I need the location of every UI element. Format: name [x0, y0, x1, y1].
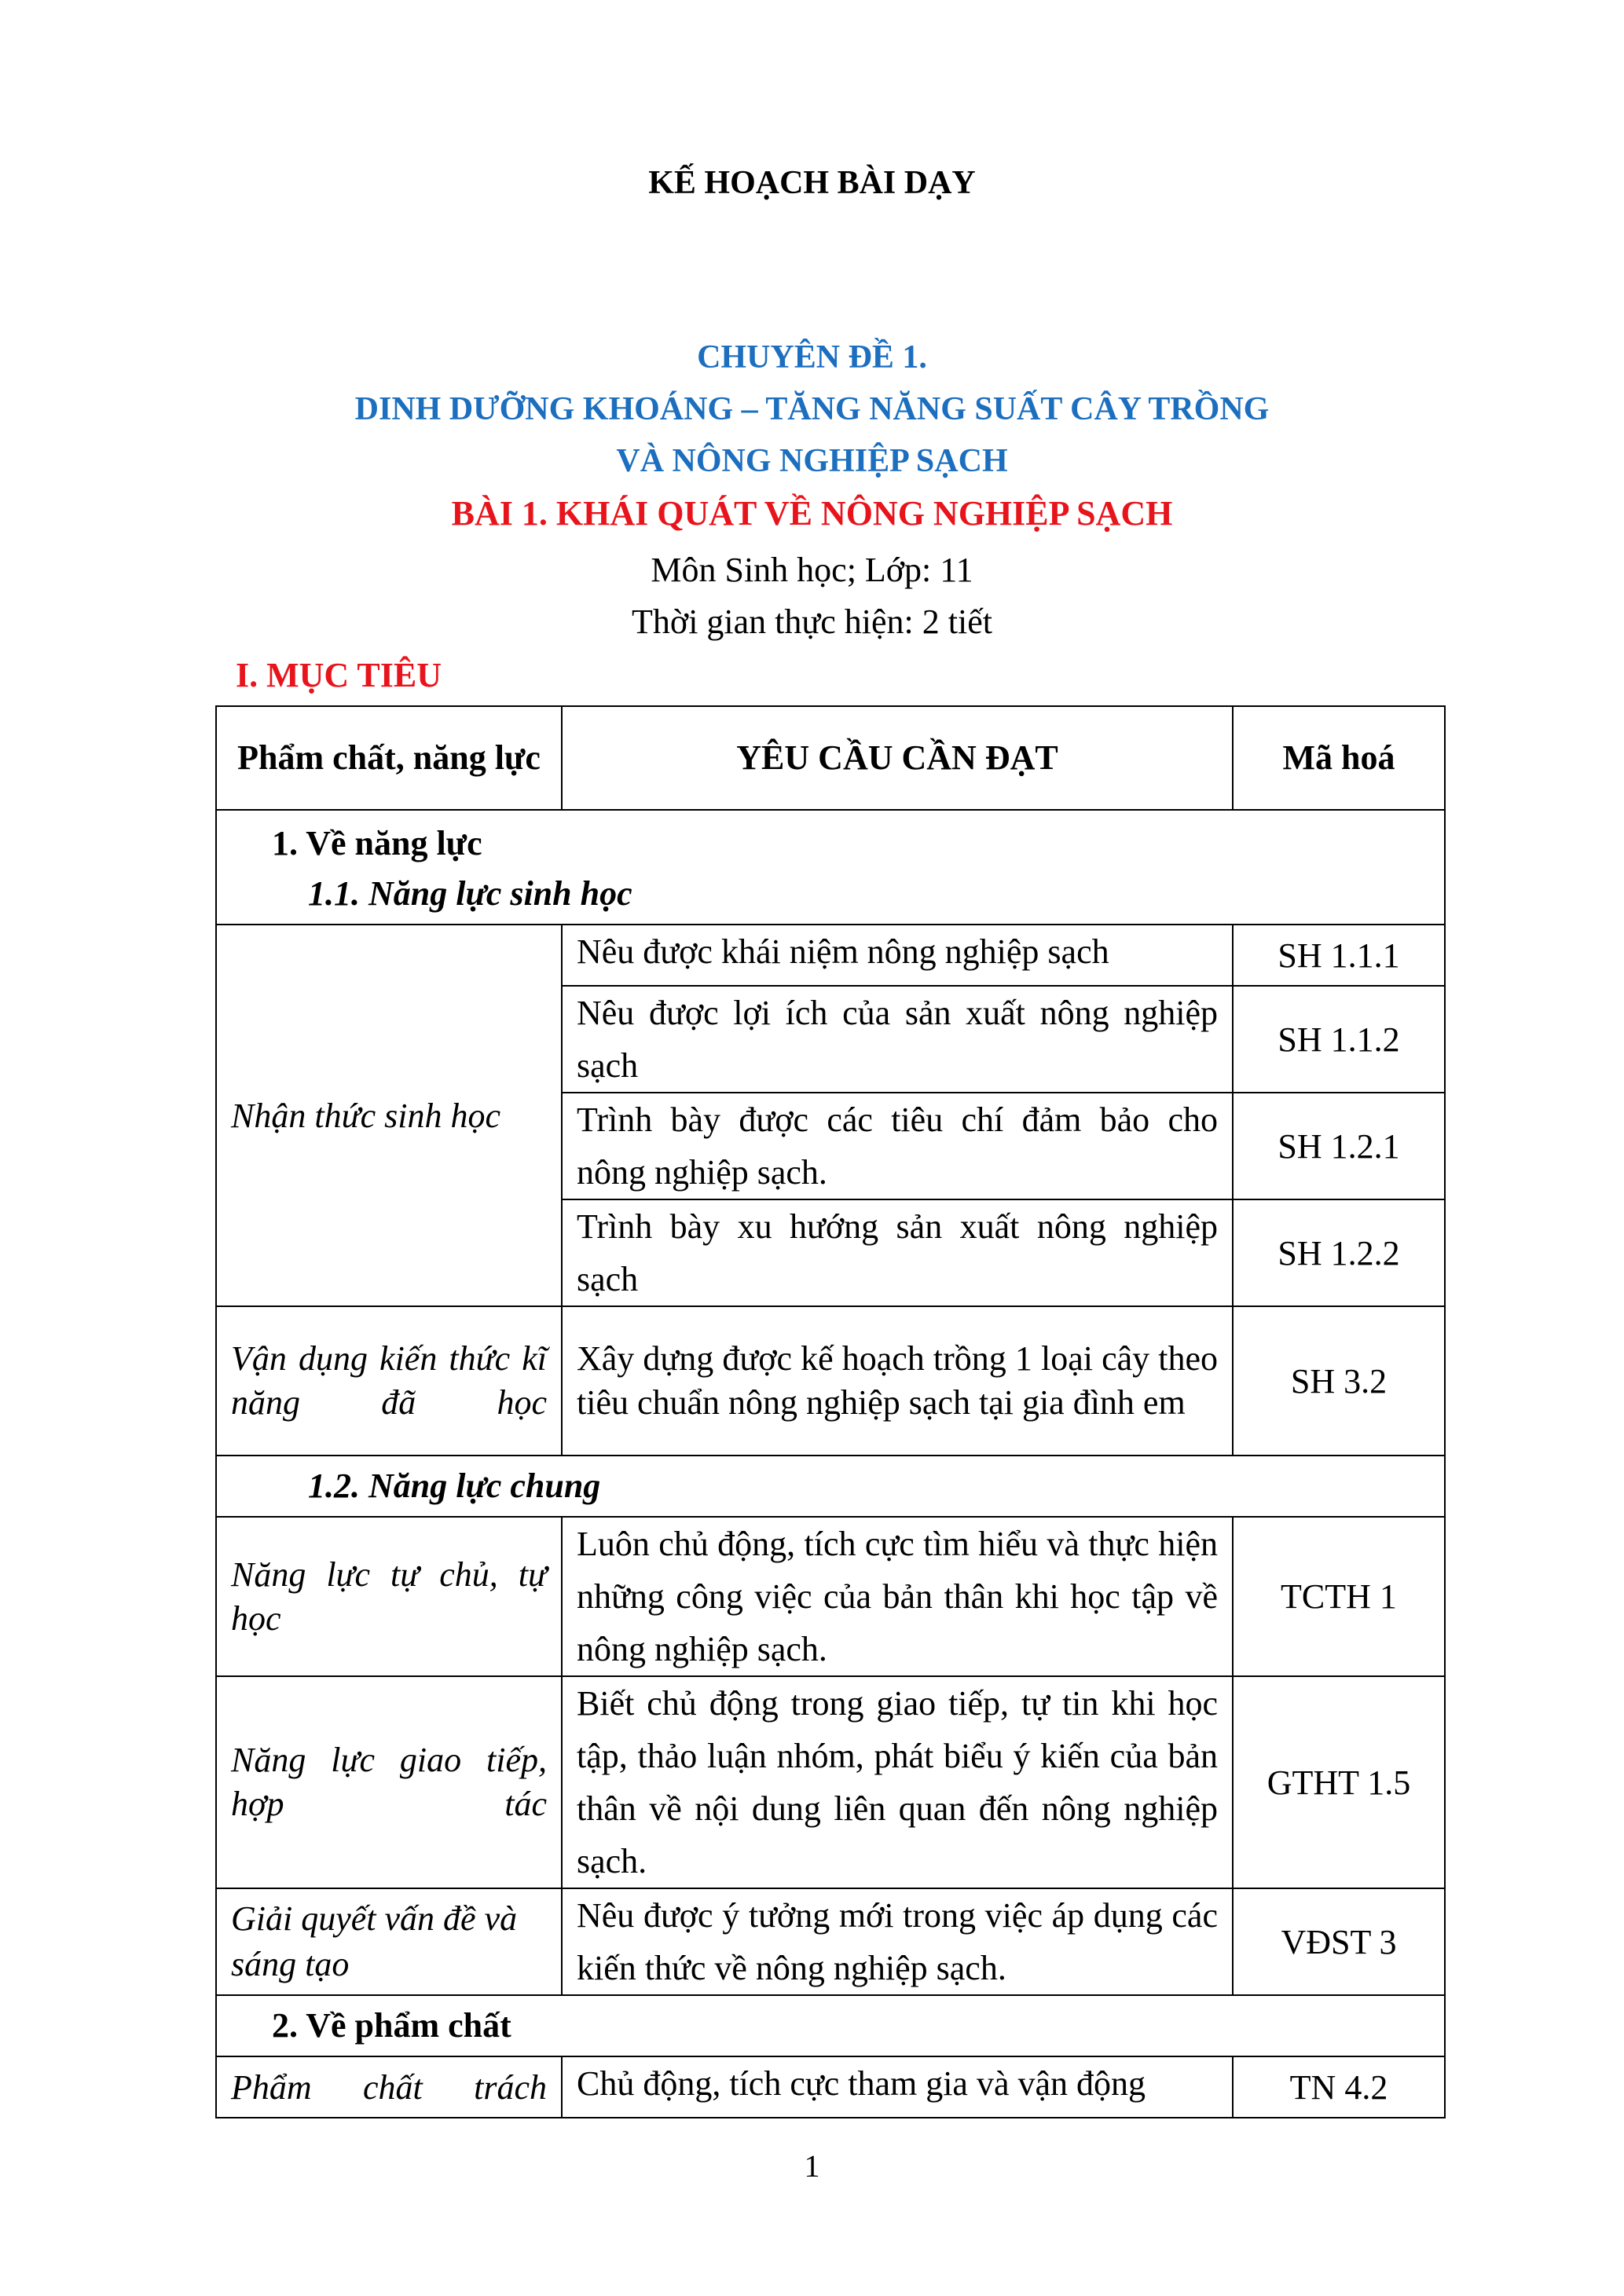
code-cell: SH 1.2.2 [1233, 1199, 1445, 1306]
lesson-title: BÀI 1. KHÁI QUÁT VỀ NÔNG NGHIỆP SẠCH [451, 494, 1173, 533]
col-header-requirement: YÊU CẦU CẦN ĐẠT [562, 706, 1233, 810]
subgroup-heading-biology: 1.1. Năng lực sinh học [308, 874, 632, 913]
page-number: 1 [804, 2148, 820, 2184]
code-cell: TCTH 1 [1233, 1517, 1445, 1676]
subgroup-heading-general: 1.2. Năng lực chung [216, 1456, 1445, 1517]
requirement-cell: Trình bày được các tiêu chí đảm bảo cho nông nghiệp sạch. [562, 1093, 1233, 1199]
requirement-cell: Nêu được khái niệm nông nghiệp sạch [562, 925, 1233, 986]
col-header-criterion: Phẩm chất, năng lực [216, 706, 562, 810]
table-header-row [216, 706, 1445, 810]
topic-line-3: VÀ NÔNG NGHIỆP SẠCH [616, 443, 1008, 479]
code-cell: TN 4.2 [1233, 2056, 1445, 2118]
requirement-cell: Luôn chủ động, tích cực tìm hiểu và thực hiện những công việc của bản thân khi học tập về nông nghiệp sạch. [562, 1517, 1233, 1676]
code-cell: SH 1.1.1 [1233, 925, 1445, 986]
requirement-cell: Xây dựng được kế hoạch trồng 1 loại cây theo tiêu chuẩn nông nghiệp sạch tại gia đình em [562, 1306, 1233, 1456]
table-row [216, 1888, 1445, 1995]
topic-line-2: DINH DƯỠNG KHOÁNG – TĂNG NĂNG SUẤT CÂY TRỒNG [354, 391, 1270, 427]
duration-line: Thời gian thực hiện: 2 tiết [632, 602, 992, 641]
requirement-cell: Nêu được lợi ích của sản xuất nông nghiệp sạch [562, 986, 1233, 1093]
criterion-cell: Vận dụng kiến thức kĩ năng đã học [216, 1306, 562, 1456]
code-cell: SH 3.2 [1233, 1306, 1445, 1456]
group-row-quality [216, 1995, 1445, 2056]
group-heading-competence: 1. Về năng lực [272, 824, 482, 862]
document-title: KẾ HOẠCH BÀI DẠY [648, 165, 976, 201]
group-row-competence [216, 810, 1445, 925]
section-heading: I. MỤC TIÊU [236, 656, 442, 694]
table-row [216, 1306, 1445, 1456]
table-row [216, 2056, 1445, 2118]
objectives-table [215, 705, 1446, 2118]
topic-line-1: CHUYÊN ĐỀ 1. [697, 339, 927, 375]
requirement-cell: Chủ động, tích cực tham gia và vận động [562, 2056, 1233, 2118]
criterion-cell: Phẩm chất trách [216, 2056, 562, 2118]
code-cell: VĐST 3 [1233, 1888, 1445, 1995]
code-cell: GTHT 1.5 [1233, 1676, 1445, 1888]
group-heading-quality: 2. Về phẩm chất [216, 1995, 1445, 2056]
subgroup-row [216, 1456, 1445, 1517]
table-row [216, 925, 1445, 986]
code-cell: SH 1.1.2 [1233, 986, 1445, 1093]
code-cell: SH 1.2.1 [1233, 1093, 1445, 1199]
criterion-cell: Giải quyết vấn đề và sáng tạo [216, 1888, 562, 1995]
criterion-cell: Năng lực giao tiếp, hợp tác [216, 1676, 562, 1888]
subject-line: Môn Sinh học; Lớp: 11 [651, 551, 973, 589]
requirement-cell: Trình bày xu hướng sản xuất nông nghiệp sạch [562, 1199, 1233, 1306]
requirement-cell: Nêu được ý tưởng mới trong việc áp dụng các kiến thức về nông nghiệp sạch. [562, 1888, 1233, 1995]
criterion-cell: Năng lực tự chủ, tự học [216, 1517, 562, 1676]
criterion-cell: Nhận thức sinh học [216, 925, 562, 1306]
requirement-cell: Biết chủ động trong giao tiếp, tự tin khi học tập, thảo luận nhóm, phát biểu ý kiến của bản thân về nội dung liên quan đến nông nghiệp sạch. [562, 1676, 1233, 1888]
table-row [216, 1676, 1445, 1888]
col-header-code: Mã hoá [1233, 706, 1445, 810]
table-row [216, 1517, 1445, 1676]
